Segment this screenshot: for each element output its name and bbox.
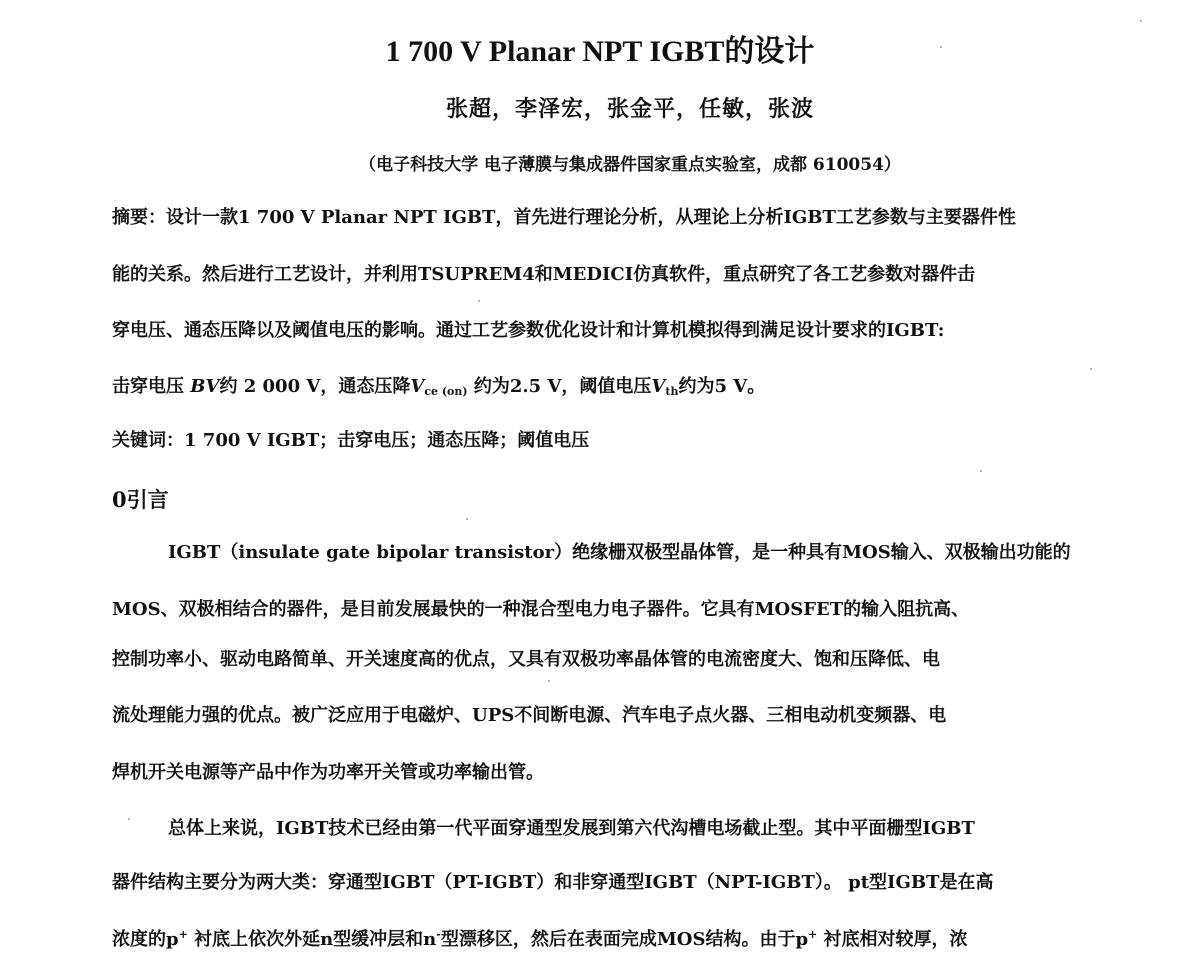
scan-speck — [1090, 368, 1092, 370]
keywords-text: 1 700 V IGBT；击穿电压；通态压降；阈值电压 — [184, 430, 590, 451]
abstract-label: 摘要： — [112, 207, 166, 228]
vth-symbol: V — [651, 376, 666, 397]
intro-p1-line-3: 控制功率小、驱动电路简单、开关速度高的优点，又具有双极功率晶体管的电流密度大、饱和压降低、电 — [112, 649, 940, 670]
scan-speck — [940, 46, 942, 48]
keywords-label: 关键词： — [112, 430, 184, 451]
p2-l3-d: 衬底相对较厚，浓 — [817, 929, 968, 950]
intro-p1-line-2: MOS、双极相结合的器件，是目前发展最快的一种混合型电力电子器件。它具有MOSFET的输入阻抗高、 — [112, 599, 970, 620]
intro-p2-line-2: 器件结构主要分为两大类：穿通型IGBT（PT-IGBT）和非穿通型IGBT（NPT-IGBT）。 pt型IGBT是在高 — [112, 872, 994, 893]
abstract-text-1: 设计一款1 700 V Planar NPT IGBT，首先进行理论分析，从理论上分析IGBT工艺参数与主要器件性 — [166, 207, 1016, 228]
bv-text-c: 约为2.5 V，阈值电压 — [467, 376, 652, 397]
keywords-line — [112, 428, 1092, 454]
p2-l3-c: 型漂移区，然后在表面完成MOS结构。由于p — [440, 929, 809, 950]
abstract-line-4 — [112, 374, 1092, 405]
p2-l3-sup3: + — [808, 928, 818, 941]
intro-p1-line-5: 焊机开关电源等产品中作为功率开关管或功率输出管。 — [112, 762, 544, 783]
scan-speck — [1140, 20, 1142, 22]
p2-l3-sup1: + — [178, 928, 188, 941]
abstract-line-1 — [112, 205, 1092, 231]
abstract-line-2: 能的关系。然后进行工艺设计，并利用TSUPREM4和MEDICI仿真软件，重点研究了各工艺参数对器件击 — [112, 264, 976, 285]
scan-speck — [548, 680, 550, 682]
bv-text-d: 约为5 V。 — [678, 376, 766, 397]
scan-speck — [128, 818, 130, 820]
intro-p2-line-1: 总体上来说，IGBT技术已经由第一代平面穿通型发展到第六代沟槽电场截止型。其中平面栅型IGBT — [168, 818, 975, 839]
bv-text-b: 约 2 000 V，通态压降 — [219, 376, 411, 397]
section-heading: 0引言 — [112, 487, 169, 512]
vce-symbol: V — [410, 376, 425, 397]
vce-subscript: ce (on) — [424, 385, 468, 398]
paper-title: 1 700 V Planar NPT IGBT的设计 — [385, 35, 815, 68]
vth-subscript: th — [665, 385, 679, 398]
abstract-line-3: 穿电压、通态压降以及阈值电压的影响。通过工艺参数优化设计和计算机模拟得到满足设计要求的IGBT: — [112, 320, 945, 341]
affiliation: （电子科技大学 电子薄膜与集成器件国家重点实验室，成都 610054） — [359, 155, 901, 175]
bv-text-a: 击穿电压 — [112, 376, 191, 397]
scan-speck — [980, 470, 982, 472]
bv-symbol: BV — [190, 376, 220, 397]
p2-l3-a: 浓度的p — [112, 929, 179, 950]
intro-p1-line-1: IGBT（insulate gate bipolar transistor）绝缘栅双极型晶体管，是一种具有MOS输入、双极输出功能的 — [168, 542, 1071, 563]
p2-l3-sup2: - — [436, 928, 441, 941]
p2-l3-b: 衬底上依次外延n型缓冲层和n — [187, 929, 437, 950]
scan-speck — [466, 518, 468, 520]
scan-speck — [478, 300, 480, 302]
intro-p2-line-3 — [112, 922, 1092, 953]
intro-p1-line-4: 流处理能力强的优点。被广泛应用于电磁炉、UPS不间断电源、汽车电子点火器、三相电动机变频器、电 — [112, 705, 947, 726]
author-list: 张超，李泽宏，张金平，任敏，张波 — [445, 96, 814, 122]
